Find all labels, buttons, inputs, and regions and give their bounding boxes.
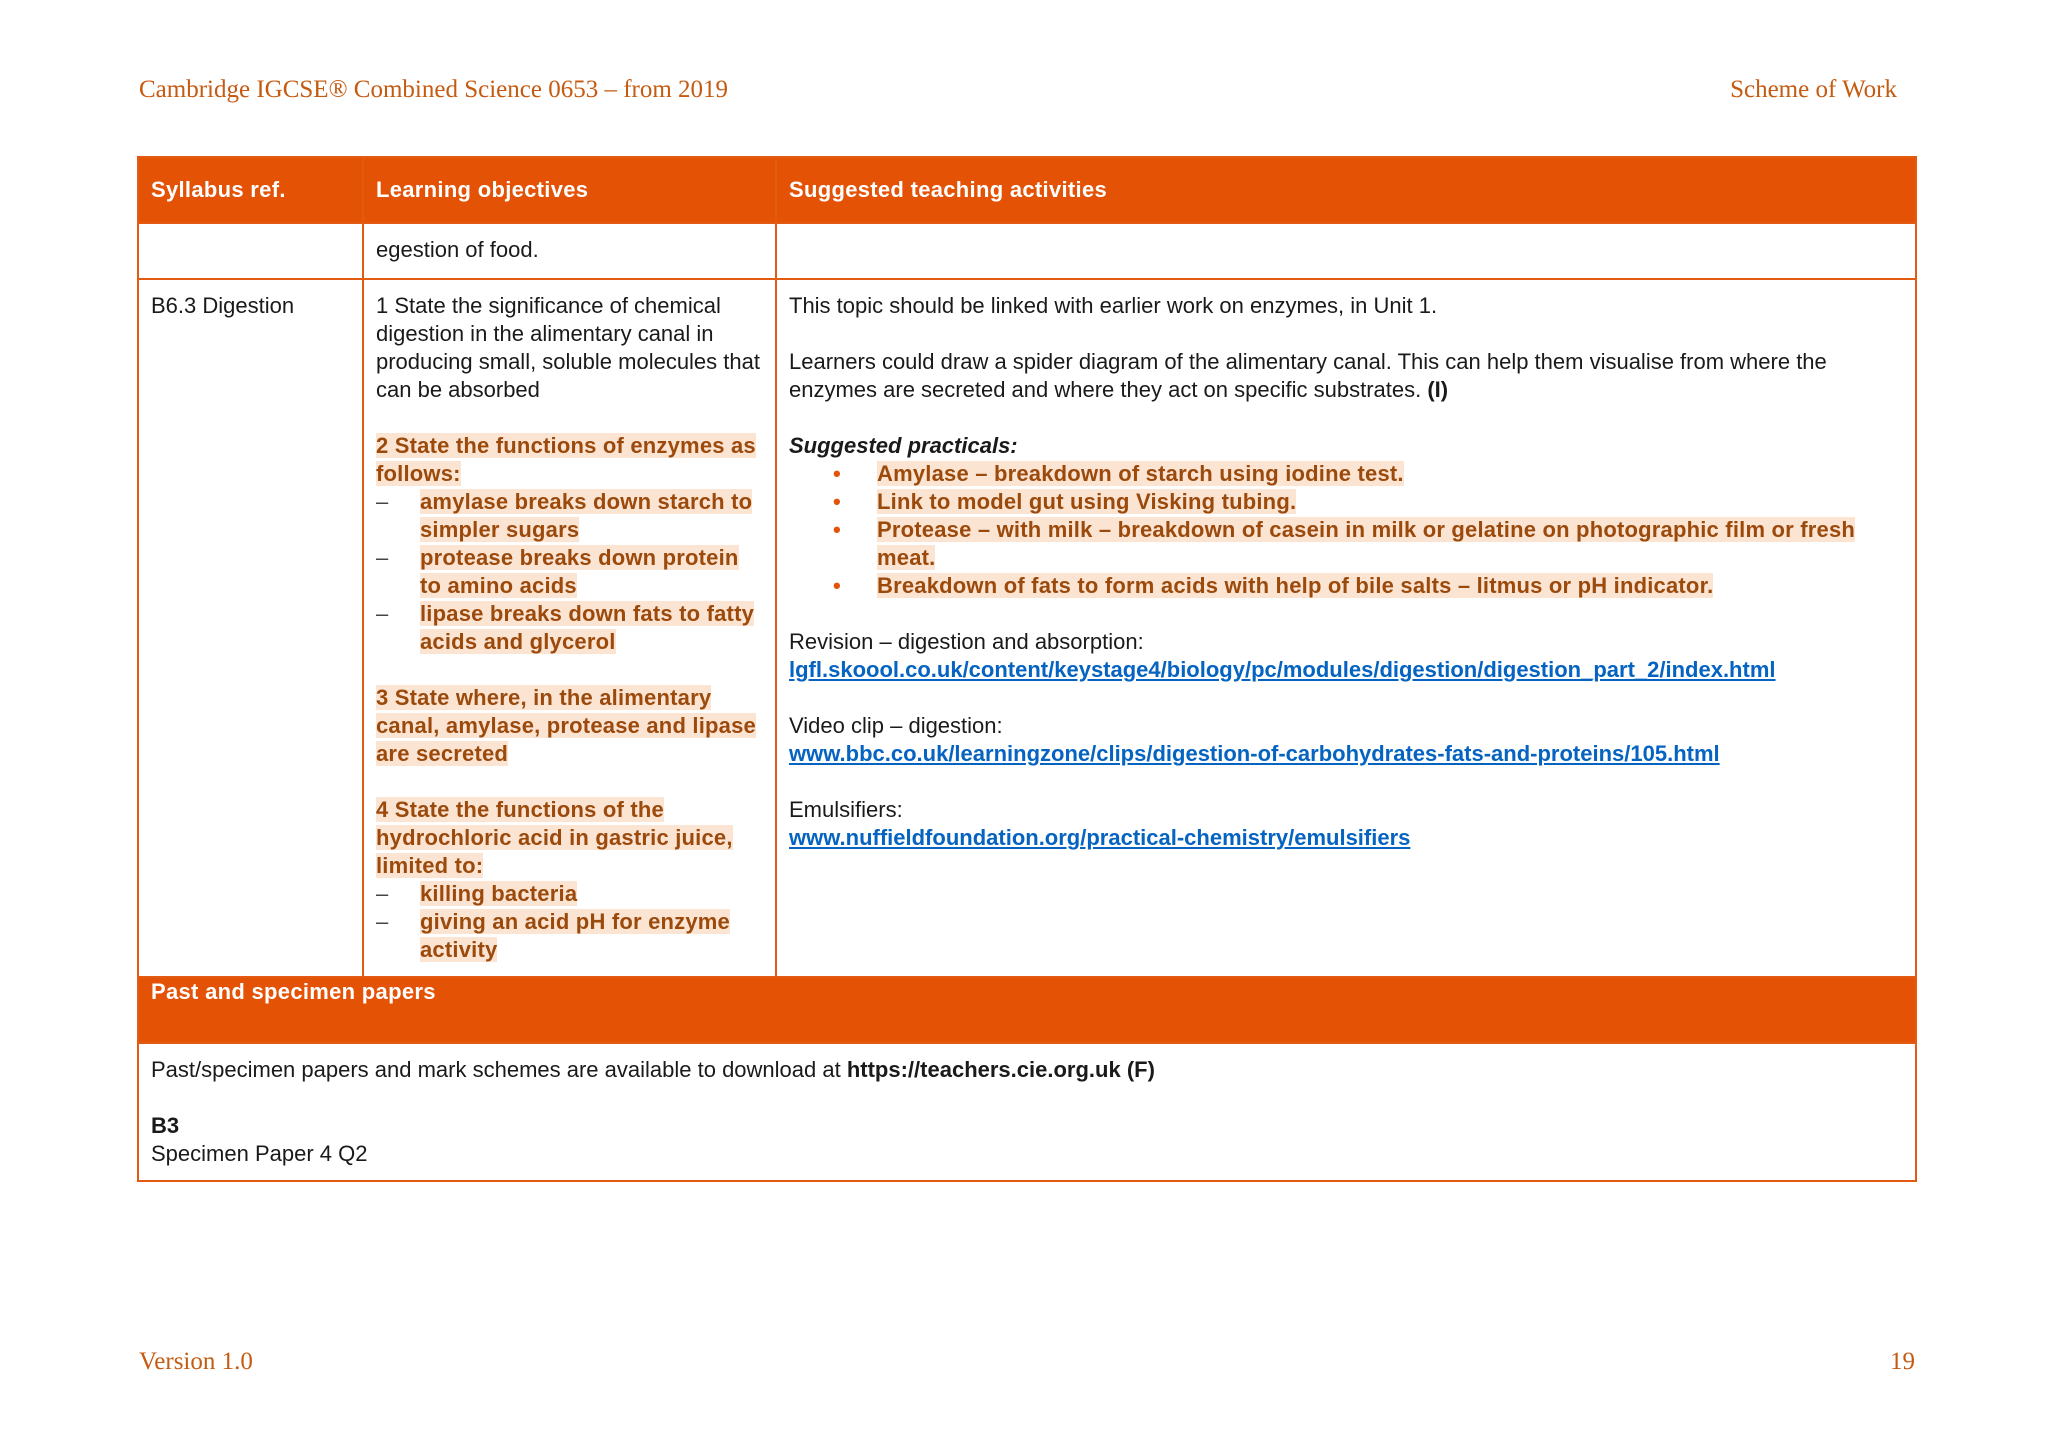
page-footer — [139, 1348, 1915, 1384]
objective-2-list — [376, 488, 763, 656]
page-number: 19 — [1890, 1348, 1915, 1375]
practicals-title: Suggested practicals: — [789, 433, 1018, 458]
ref-cell — [138, 223, 363, 279]
activity-cell — [776, 223, 1916, 279]
revision-resource — [789, 628, 1903, 684]
emulsifiers-link[interactable]: www.nuffieldfoundation.org/practical-chemistry/emulsifiers — [789, 825, 1411, 850]
activity-spider-diagram: Learners could draw a spider diagram of the alimentary canal. This can help them visualise from where the enzymes are secreted and where they act on specific substrates. (I) — [789, 349, 1827, 402]
activity-intro: This topic should be linked with earlier work on enzymes, in Unit 1. — [789, 293, 1438, 318]
practicals-list — [789, 460, 1903, 600]
list-item: – protease breaks down protein to amino acids — [376, 545, 739, 598]
emulsifiers-resource — [789, 796, 1903, 852]
version-label: Version 1.0 — [139, 1348, 253, 1375]
list-item: • Breakdown of fats to form acids with help of bile salts – litmus or pH indicator. — [833, 573, 1714, 598]
document-title: Cambridge IGCSE® Combined Science 0653 – from 2019 — [139, 76, 729, 103]
header-syllabus-ref: Syllabus ref. — [138, 157, 363, 223]
revision-label: Revision – digestion and absorption: — [789, 629, 1144, 654]
specimen-paper: Specimen Paper 4 Q2 — [151, 1141, 368, 1166]
video-link[interactable]: www.bbc.co.uk/learningzone/clips/digestion-of-carbohydrates-fats-and-proteins/105.html — [789, 741, 1720, 766]
objective-4-title: 4 State the functions of the hydrochloric acid in gastric juice, limited to: — [376, 797, 733, 878]
objective-4 — [376, 796, 763, 964]
video-label: Video clip – digestion: — [789, 713, 1003, 738]
objective-2 — [376, 432, 763, 656]
independent-tag: (I) — [1427, 377, 1449, 402]
objectives-cell — [363, 279, 776, 977]
objective-2-title: 2 State the functions of enzymes as follows: — [376, 433, 756, 486]
ref-cell — [138, 279, 363, 977]
past-papers-row — [138, 1043, 1916, 1181]
past-papers-cell — [138, 1043, 1916, 1181]
page-header — [139, 76, 1897, 112]
revision-link[interactable]: lgfl.skoool.co.uk/content/keystage4/biology/pc/modules/digestion/digestion_part_2/index.html — [789, 657, 1776, 682]
video-resource — [789, 712, 1903, 768]
document-section: Scheme of Work — [1730, 76, 1897, 103]
table-header-row — [138, 157, 1916, 223]
past-papers-ref: B3 — [151, 1113, 180, 1138]
past-papers-header-row — [138, 977, 1916, 1043]
header-teaching-activities: Suggested teaching activities — [776, 157, 1916, 223]
syllabus-ref: B6.3 Digestion — [151, 293, 295, 318]
objective-4-list — [376, 880, 763, 964]
table-row-digestion — [138, 279, 1916, 977]
list-item: • Link to model gut using Visking tubing. — [833, 489, 1297, 514]
objective-1: 1 State the significance of chemical digestion in the alimentary canal in producing small, soluble molecules that can be absorbed — [376, 293, 760, 402]
teachers-url[interactable]: https://teachers.cie.org.uk — [846, 1057, 1121, 1082]
header-learning-objectives: Learning objectives — [363, 157, 776, 223]
list-item: – amylase breaks down starch to simpler sugars — [376, 489, 753, 542]
objective-cell: egestion of food. — [363, 223, 776, 279]
table-row — [138, 223, 1916, 279]
emulsifiers-label: Emulsifiers: — [789, 797, 903, 822]
list-item: – killing bacteria — [376, 881, 578, 906]
list-item: • Amylase – breakdown of starch using iodine test. — [833, 461, 1404, 486]
list-item: – lipase breaks down fats to fatty acids and glycerol — [376, 601, 755, 654]
activities-cell — [776, 279, 1916, 977]
scheme-of-work-table — [137, 156, 1917, 1182]
past-papers-title: Past and specimen papers — [138, 977, 1916, 1043]
objective-3: 3 State where, in the alimentary canal, amylase, protease and lipase are secreted — [376, 685, 756, 766]
list-item: • Protease – with milk – breakdown of casein in milk or gelatine on photographic film or fresh meat. — [833, 517, 1856, 570]
suggested-practicals — [789, 432, 1903, 600]
past-papers-info: Past/specimen papers and mark schemes are available to download at https://teachers.cie.org.uk (F) — [151, 1057, 1155, 1082]
list-item: – giving an acid pH for enzyme activity — [376, 909, 730, 962]
free-tag: (F) — [1126, 1057, 1155, 1082]
